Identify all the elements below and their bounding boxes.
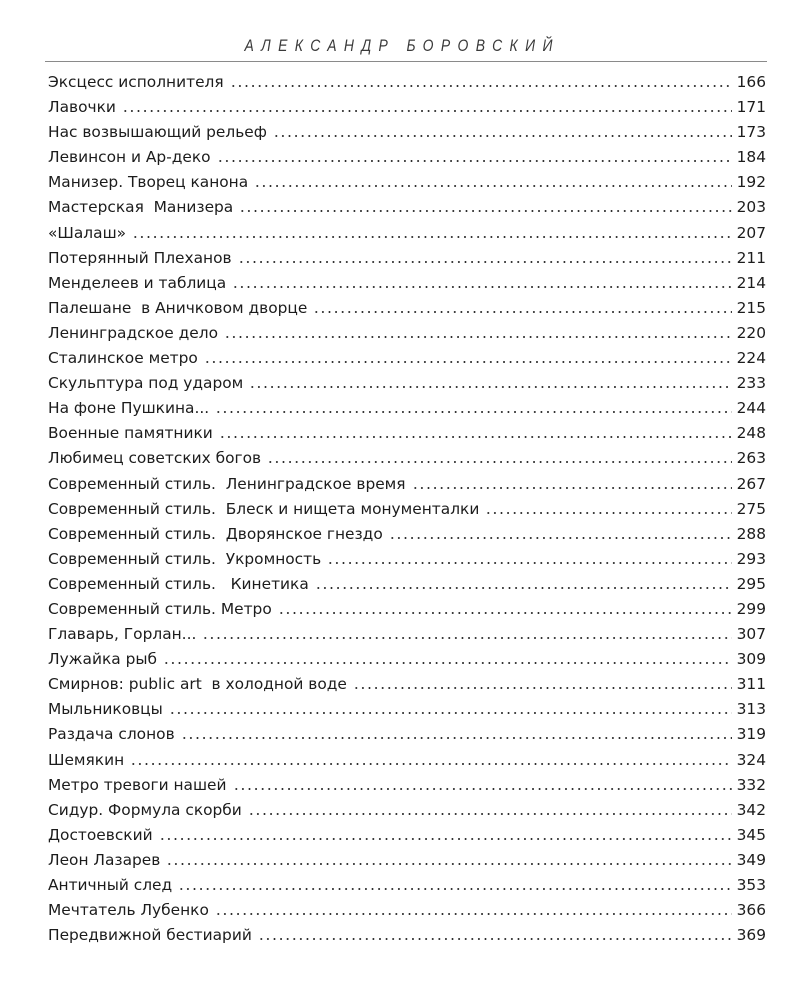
toc-entry-page-number: 173 (736, 123, 766, 142)
toc-entry (48, 246, 766, 271)
toc-entry-page-number: 309 (736, 650, 766, 669)
toc-entry-page-number: 203 (736, 198, 766, 217)
toc-entry-page-number: 295 (736, 574, 766, 593)
toc-entry (48, 722, 766, 747)
dot-leader (163, 662, 732, 664)
dot-leader (353, 687, 732, 689)
toc-entry-page-number: 332 (736, 775, 766, 794)
toc-entry (48, 848, 766, 873)
toc-entry (48, 70, 766, 95)
toc-entry-page-number: 248 (736, 424, 766, 443)
toc-entry (48, 271, 766, 296)
toc-entry-title: Достоевский (48, 825, 153, 844)
toc-entry-title: Любимец советских богов (48, 449, 262, 468)
toc-entry (48, 497, 766, 522)
toc-entry-page-number: 233 (736, 374, 766, 393)
dot-leader (313, 311, 731, 313)
dot-leader (202, 637, 731, 639)
dot-leader (248, 813, 732, 815)
dot-leader (389, 537, 732, 539)
toc-entry (48, 748, 766, 773)
toc-entry (48, 672, 766, 697)
dot-leader (217, 160, 732, 162)
toc-entry (48, 95, 766, 120)
toc-entry-page-number: 214 (736, 273, 766, 292)
toc-entry-title: Античный след (48, 876, 173, 894)
dot-leader (159, 838, 732, 840)
dot-leader (224, 336, 732, 338)
toc-entry-page-number: 342 (736, 800, 766, 819)
toc-entry-title: Эксцесс исполнителя (48, 73, 224, 91)
toc-entry-title: Сидур. Формула скорби (48, 800, 242, 819)
toc-entry-title: Леон Лазарев (48, 850, 161, 869)
dot-leader (267, 461, 732, 463)
toc-entry (48, 296, 766, 321)
toc-entry-page-number: 207 (736, 223, 766, 242)
dot-leader (239, 210, 731, 212)
toc-entry-page-number: 224 (736, 349, 766, 368)
toc-entry (48, 446, 766, 471)
toc-entry-title: Лужайка рыб (48, 650, 158, 669)
toc-entry (48, 697, 766, 722)
header-divider (45, 61, 767, 62)
dot-leader (485, 512, 731, 514)
toc-entry (48, 798, 766, 823)
toc-entry-page-number: 324 (736, 750, 766, 769)
dot-leader (273, 135, 732, 137)
toc-entry (48, 773, 766, 798)
toc-entry-page-number: 263 (736, 449, 766, 468)
dot-leader (327, 562, 731, 564)
dot-leader (178, 888, 731, 890)
toc-entry (48, 396, 766, 421)
dot-leader (166, 863, 731, 865)
toc-entry-title: Левинсон и Ар-деко (48, 148, 211, 167)
dot-leader (249, 386, 731, 388)
toc-entry-title: «Шалаш» (48, 223, 127, 242)
toc-entry (48, 195, 766, 220)
dot-leader (215, 411, 731, 413)
toc-entry (48, 597, 766, 622)
toc-entry-title: Главарь, Горлан... (48, 625, 197, 644)
toc-entry (48, 898, 766, 923)
toc-entry (48, 472, 766, 497)
toc-entry (48, 823, 766, 848)
dot-leader (232, 286, 731, 288)
running-head-author: АЛЕКСАНДР БОРОВСКИЙ (244, 36, 560, 55)
toc-entry-page-number: 311 (736, 675, 766, 694)
toc-entry-page-number: 369 (736, 926, 766, 945)
dot-leader (315, 587, 732, 589)
toc-entry (48, 371, 766, 396)
toc-entry-title: Современный стиль. Метро (48, 599, 272, 618)
toc-entry-title: Военные памятники (48, 424, 213, 443)
toc-entry (48, 873, 766, 898)
toc-entry-page-number: 267 (736, 474, 766, 493)
toc-entry-page-number: 215 (736, 298, 766, 317)
toc-entry-title: Раздача слонов (48, 725, 175, 744)
dot-leader (132, 236, 732, 238)
toc-entry-title: Шемякин (48, 750, 125, 769)
toc-entry-title: Манизер. Творец канона (48, 173, 249, 192)
toc-entry-title: Потерянный Плеханов (48, 248, 232, 267)
toc-entry-title: Менделеев и таблица (48, 273, 227, 292)
toc-entry (48, 572, 766, 597)
toc-entry-title: Лавочки (48, 98, 116, 117)
toc-entry-title: Смирнов: public art в холодной воде (48, 675, 347, 694)
toc-entry-title: Современный стиль. Ленинградское время (48, 474, 406, 493)
dot-leader (215, 913, 732, 915)
toc-entry (48, 221, 766, 246)
dot-leader (169, 712, 732, 714)
toc-entry (48, 622, 766, 647)
toc-entry-page-number: 366 (736, 901, 766, 920)
toc-entry-page-number: 307 (736, 625, 766, 644)
toc-entry-page-number: 319 (736, 725, 766, 744)
toc-entry-page-number: 345 (736, 825, 766, 844)
toc-entry (48, 321, 766, 346)
toc-entry-title: Мыльниковцы (48, 700, 163, 719)
toc-entry-title: Мастерская Манизера (48, 198, 234, 217)
toc-entry-title: Современный стиль. Блеск и нищета монументалки (48, 499, 480, 518)
toc-entry-title: Скульптура под ударом (48, 374, 244, 393)
toc-entry (48, 522, 766, 547)
toc-entry (48, 421, 766, 446)
toc-entry-page-number: 353 (736, 876, 766, 894)
dot-leader (122, 110, 732, 112)
toc-entry-page-number: 184 (736, 148, 766, 167)
toc-entry (48, 346, 766, 371)
toc-entry-page-number: 171 (736, 98, 766, 117)
toc-entry-title: Сталинское метро (48, 349, 198, 368)
dot-leader (219, 436, 732, 438)
toc-entry-page-number: 349 (736, 850, 766, 869)
toc-entry-title: Палешане в Аничковом дворце (48, 298, 308, 317)
dot-leader (258, 938, 732, 940)
dot-leader (412, 487, 732, 489)
toc-entry-title: Современный стиль. Укромность (48, 549, 322, 568)
dot-leader (238, 261, 732, 263)
dot-leader (278, 612, 732, 614)
toc-entry (48, 145, 766, 170)
toc-entry-page-number: 313 (736, 700, 766, 719)
dot-leader (130, 763, 731, 765)
toc-entry-title: Современный стиль. Кинетика (48, 574, 309, 593)
toc-entry-page-number: 192 (736, 173, 766, 192)
toc-entry-page-number: 293 (736, 549, 766, 568)
toc-entry-page-number: 288 (736, 524, 766, 543)
toc-entry-title: Метро тревоги нашей (48, 775, 227, 794)
toc-entry-title: Мечтатель Лубенко (48, 901, 209, 920)
dot-leader (204, 361, 732, 363)
toc-entry-page-number: 166 (736, 73, 766, 91)
toc-entry-page-number: 299 (736, 599, 766, 618)
dot-leader (233, 788, 732, 790)
toc-entry-title: На фоне Пушкина... (48, 399, 210, 418)
toc-entry-page-number: 275 (736, 499, 766, 518)
toc-entry (48, 547, 766, 572)
toc-entry (48, 647, 766, 672)
toc-entry (48, 120, 766, 145)
toc-entry-title: Передвижной бестиарий (48, 926, 252, 945)
toc-entry-page-number: 220 (736, 323, 766, 342)
toc-entry-title: Ленинградское дело (48, 323, 218, 342)
toc-entry-page-number: 211 (736, 248, 766, 267)
table-of-contents (48, 70, 766, 948)
dot-leader (230, 85, 732, 87)
toc-entry-title: Современный стиль. Дворянское гнездо (48, 524, 383, 543)
dot-leader (254, 185, 731, 187)
toc-entry (48, 923, 766, 948)
dot-leader (181, 737, 732, 739)
toc-entry-page-number: 244 (736, 399, 766, 418)
toc-entry (48, 170, 766, 195)
toc-entry-title: Нас возвышающий рельеф (48, 123, 267, 142)
